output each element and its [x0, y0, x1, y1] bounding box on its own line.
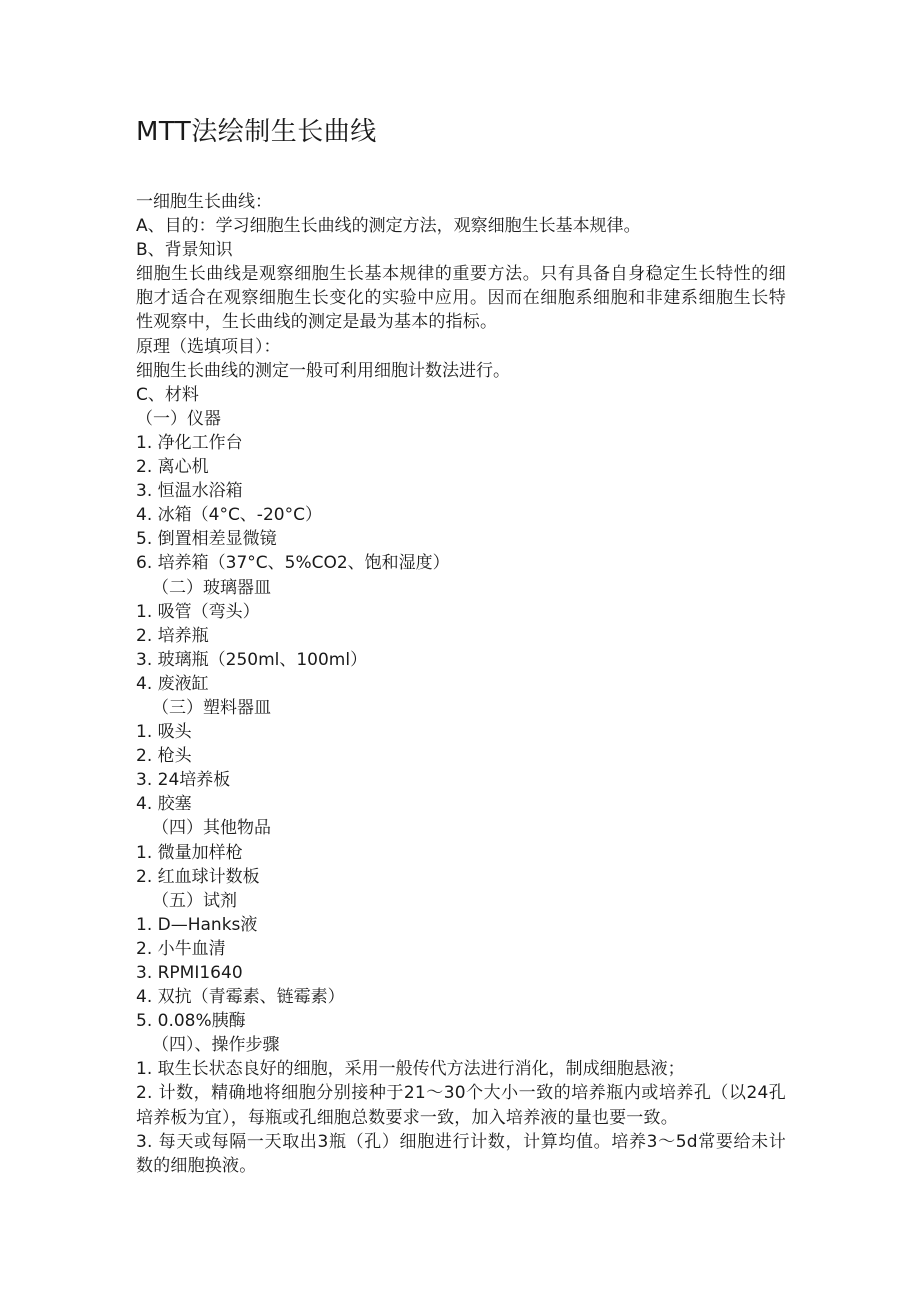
list-item: 4. 胶塞 — [136, 794, 192, 815]
list-item: 3. 24培养板 — [136, 770, 231, 791]
list-item: 1. 吸头 — [136, 722, 192, 743]
list-item: 1. 净化工作台 — [136, 432, 243, 453]
list-item: 4. 双抗（青霉素、链霉素） — [136, 987, 345, 1008]
document-title: MTT法绘制生长曲线 — [136, 117, 377, 147]
section-heading: C、材料 — [136, 384, 199, 405]
text-line: 原理（选填项目）： — [136, 336, 281, 357]
subsection-heading: （四）、操作步骤 — [152, 1035, 280, 1056]
paragraph: 细胞生长曲线是观察细胞生长基本规律的重要方法。只有具备自身稳定生长特性的细胞才适合在观察细胞生长变化的实验中应用。因而在细胞系细胞和非建系细胞生长特性观察中，生长曲线的测定是最为基本的指标。 — [136, 264, 786, 333]
subsection-heading: （三）塑料器皿 — [152, 697, 271, 718]
text-line: 细胞生长曲线的测定一般可利用细胞计数法进行。 — [136, 360, 510, 381]
section-heading: 一细胞生长曲线： — [136, 192, 272, 212]
list-item: 1. 吸管（弯头） — [136, 601, 260, 622]
list-item: 2. 离心机 — [136, 457, 209, 478]
list-item: 3. RPMI1640 — [136, 963, 243, 983]
step-item: 2. 计数，精确地将细胞分别接种于21～30个大小一致的培养瓶内或培养孔（以24孔培养板为宜），每瓶或孔细胞总数要求一致，加入培养液的量也要一致。 — [136, 1083, 786, 1128]
list-item: 2. 小牛血清 — [136, 938, 226, 959]
subsection-heading: （一）仪器 — [136, 408, 221, 429]
list-item: 4. 废液缸 — [136, 673, 209, 694]
document-body — [136, 190, 786, 1178]
list-item: 5. 0.08%胰酶 — [136, 1011, 246, 1032]
list-item: 2. 枪头 — [136, 746, 192, 767]
list-item: 3. 玻璃瓶（250ml、100ml） — [136, 649, 368, 670]
list-item: 3. 恒温水浴箱 — [136, 481, 243, 502]
list-item: 2. 培养瓶 — [136, 625, 209, 646]
subsection-heading: （五）试剂 — [152, 890, 237, 911]
step-item: 3. 每天或每隔一天取出3瓶（孔）细胞进行计数，计算均值。培养3～5d常要给未计数的细胞换液。 — [136, 1131, 786, 1176]
list-item: 6. 培养箱（37°C、5%CO2、饱和湿度） — [136, 553, 450, 574]
list-item: 1. D—Hanks液 — [136, 914, 258, 935]
subsection-heading: （二）玻璃器皿 — [152, 577, 271, 598]
subsection-heading: （四）其他物品 — [152, 818, 271, 839]
list-item: 5. 倒置相差显微镜 — [136, 529, 277, 550]
list-item: 1. 微量加样枪 — [136, 842, 243, 863]
text-line: A、目的：学习细胞生长曲线的测定方法，观察细胞生长基本规律。 — [136, 216, 641, 237]
list-item: 2. 红血球计数板 — [136, 866, 260, 887]
step-item: 1. 取生长状态良好的细胞，采用一般传代方法进行消化，制成细胞悬液； — [136, 1059, 685, 1080]
list-item: 4. 冰箱（4°C、-20°C） — [136, 505, 322, 526]
section-heading: B、背景知识 — [136, 240, 233, 261]
